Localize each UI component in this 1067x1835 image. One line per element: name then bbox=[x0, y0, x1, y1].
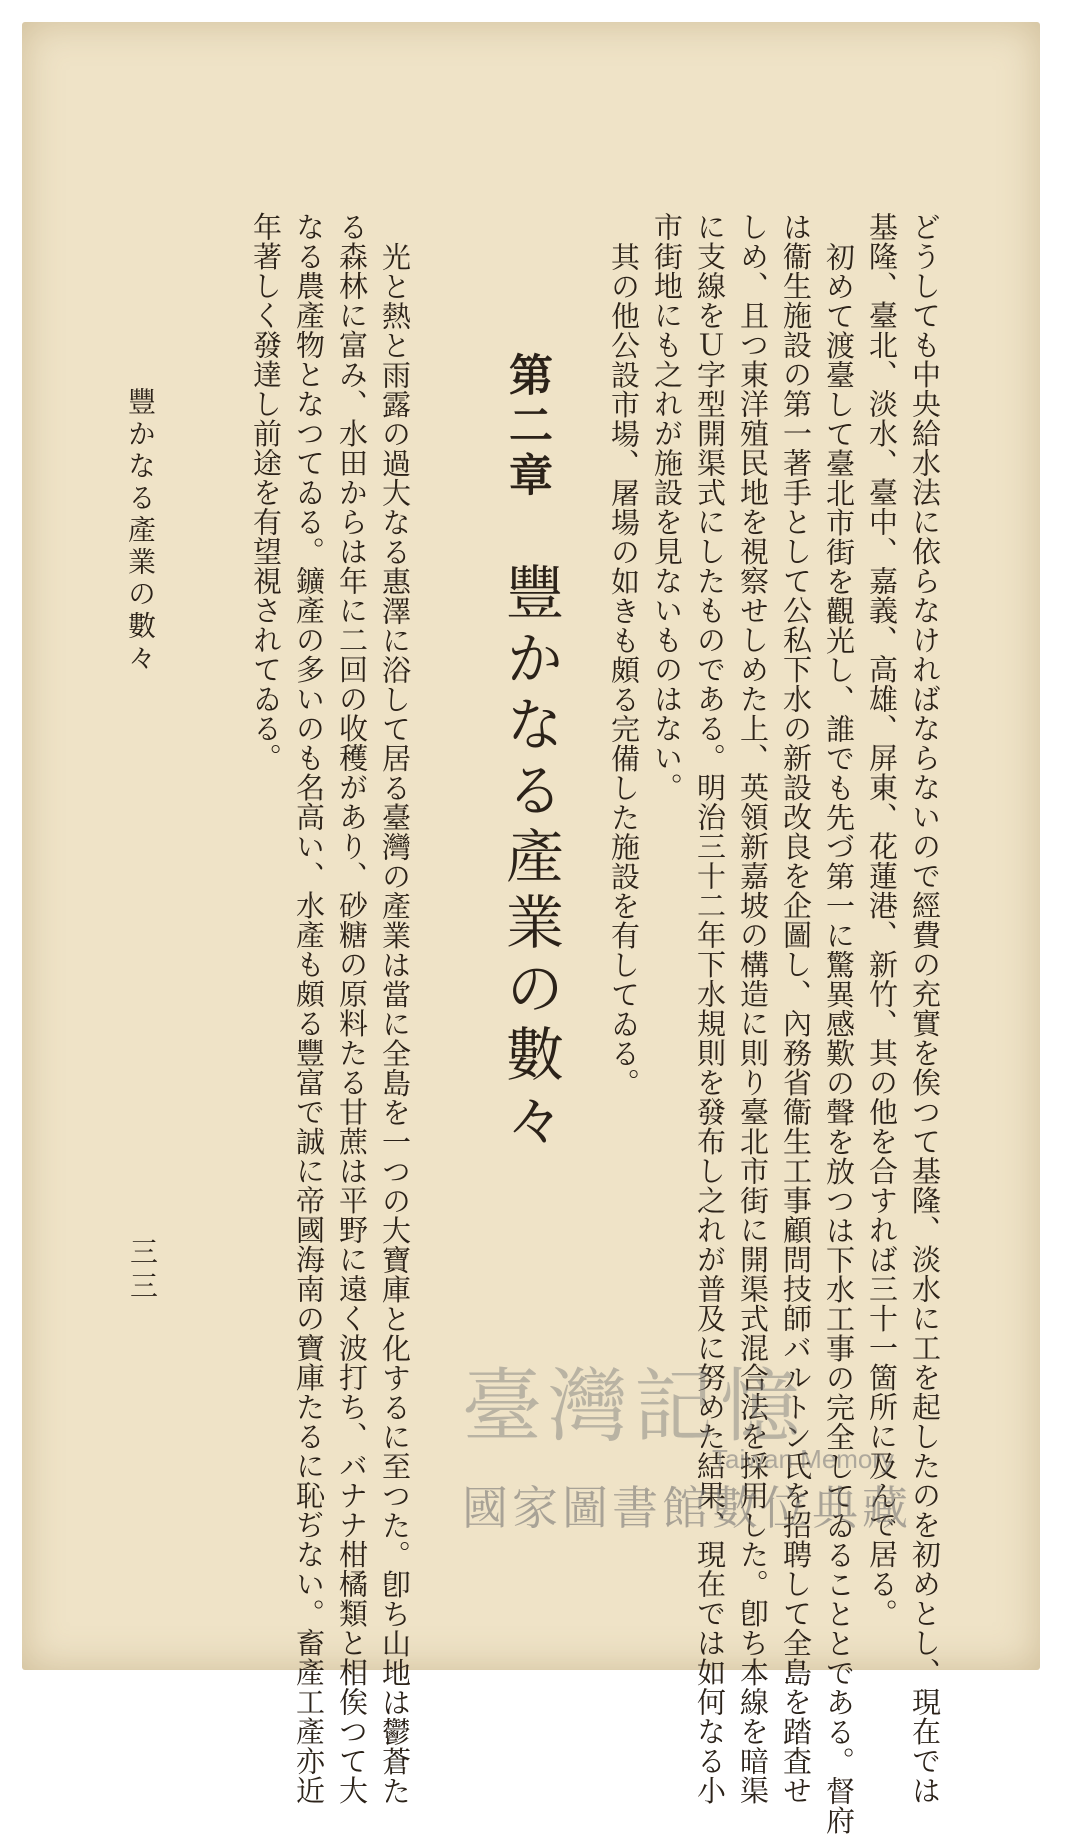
watermark-logo: 臺灣記憶 bbox=[462, 1360, 806, 1453]
text-column: 市街地にも之れが施設を見ないものはない。 bbox=[650, 212, 684, 802]
page-number: 三三 bbox=[126, 1237, 159, 1305]
watermark-library: 國家圖書館數位典藏 bbox=[462, 1481, 912, 1535]
text-column: 其の他公設市場、屠場の如きも頗る完備した施設を有してゐる。 bbox=[607, 242, 641, 1098]
watermark-english: Taiwan Memory bbox=[712, 1444, 895, 1474]
text-column: 初めて渡臺して臺北市街を觀光し、誰でも先づ第一に驚異感歎の聲を放つは下水工事の完全してゐることとである。督府 bbox=[822, 242, 856, 1835]
text-column: しめ、且つ東洋殖民地を視察せしめた上、英領新嘉坡の構造に則り臺北市街に開渠式混合法を採用した。卽ち本線を暗渠 bbox=[736, 212, 770, 1805]
chapter-title: 豐かなる產業の數々 bbox=[496, 562, 564, 1156]
book-page bbox=[22, 22, 1040, 1835]
running-head: 豐かなる產業の數々 bbox=[124, 387, 157, 675]
text-column: どうしても中央給水法に依らなければならないので經費の充實を俟つて基隆、淡水に工を起したのを初めとし、現在では bbox=[908, 212, 942, 1805]
chapter-label: 第二章 bbox=[501, 352, 552, 502]
text-column: は衞生施設の第一著手として公私下水の新設改良を企圖し、內務省衞生工事顧問技師バルトン氏を招聘して全島を踏査せ bbox=[779, 212, 813, 1805]
text-column: 光と熱と雨露の過大なる惠澤に浴して居る臺灣の產業は當に全島を一つの大寶庫と化するに至つた。卽ち山地は鬱蒼た bbox=[378, 242, 412, 1806]
text-column: 基隆、臺北、淡水、臺中、嘉義、高雄、屏東、花蓮港、新竹、其の他を合すれば三十一箇所に及んで居る。 bbox=[865, 212, 899, 1628]
text-column: る森林に富み、水田からは年に二回の收穫があり、砂糖の原料たる甘蔗は平野に遠く波打ち、バナナ柑橘類と相俟つて大 bbox=[335, 212, 369, 1805]
text-column: なる農產物となつてゐる。鑛產の多いのも名高い、水產も頗る豐富で誠に帝國海南の寶庫たるに恥ぢない。畜產工產亦近 bbox=[292, 212, 326, 1805]
text-column: 年著しく發達し前途を有望視されてゐる。 bbox=[249, 212, 283, 773]
text-column: に支線をＵ字型開渠式にしたものである。明治三十二年下水規則を發布し之れが普及に努めた結果、現在では如何なる小 bbox=[693, 212, 727, 1805]
